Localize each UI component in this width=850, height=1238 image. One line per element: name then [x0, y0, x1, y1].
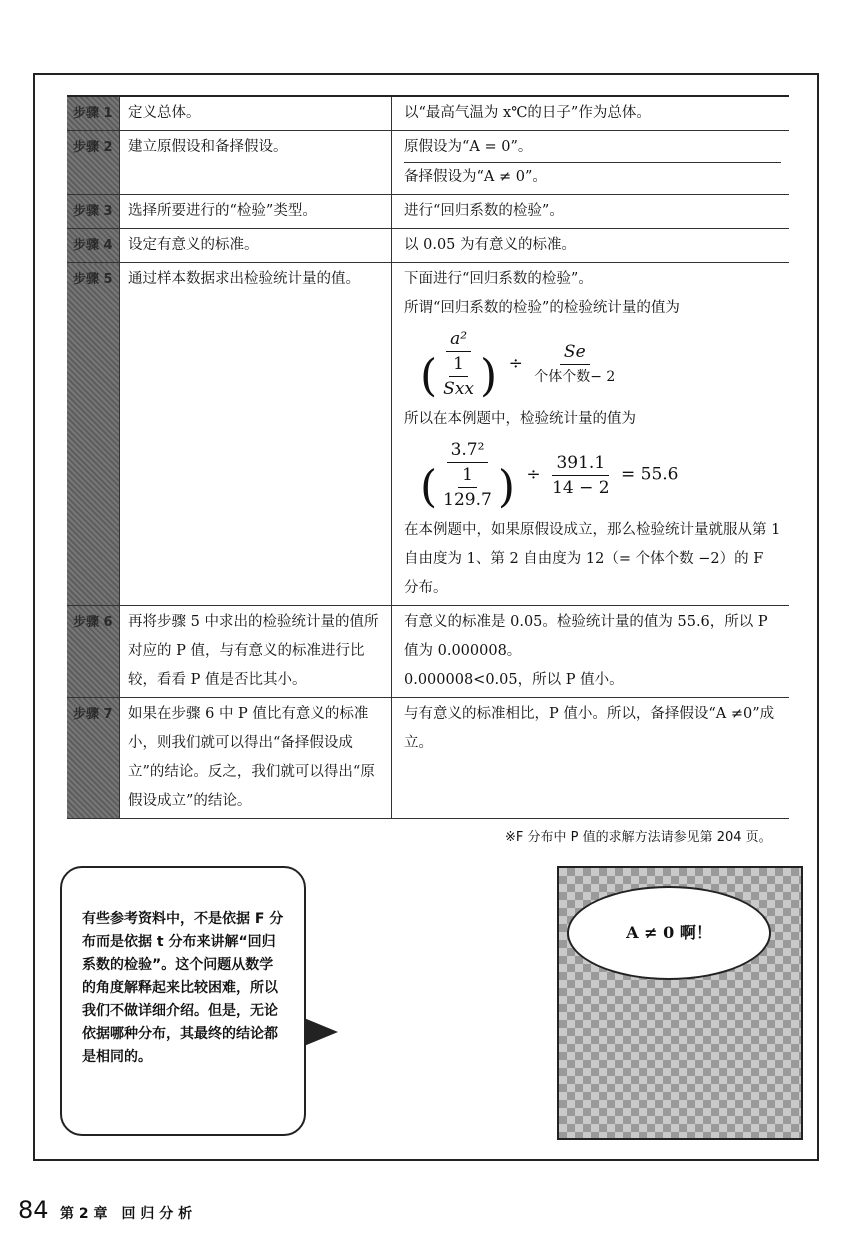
step-label: 步骤 7	[67, 698, 120, 819]
table-row	[67, 195, 789, 229]
step-detail	[392, 263, 790, 606]
table-row	[67, 96, 789, 131]
detail-line: 有意义的标准是 0.05。检验统计量的值为 55.6，所以 P 值为 0.000008。	[404, 614, 768, 659]
null-hypothesis: 原假设为“A = 0”。	[404, 133, 781, 163]
detail-line: 0.000008<0.05，所以 P 值小。	[404, 672, 624, 688]
divide-sign: ÷	[526, 464, 541, 485]
fraction: $\frac{391.1}{14 - 2}$	[552, 452, 610, 498]
step-label: 步骤 5	[67, 263, 120, 606]
formula-general	[414, 327, 781, 401]
step-label: 步骤 2	[67, 131, 120, 195]
step-description: 定义总体。	[120, 96, 392, 131]
speech-bubble	[60, 866, 306, 1136]
result: = 55.6	[620, 464, 679, 485]
step-detail: 进行“回归系数的检验”。	[404, 203, 564, 219]
step-detail: 以“最高气温为 x℃的日子”作为总体。	[404, 105, 651, 121]
step-description: 如果在步骤 6 中 P 值比有意义的标准小，则我们就可以得出“备择假设成立”的结论。反之，我们就可以得出“原假设成立”的结论。	[120, 698, 392, 819]
fraction: 3.7² ( $\frac{1}{129.7}$ )	[420, 440, 516, 513]
exclamation-bubble: A ≠ 0 啊！	[567, 886, 771, 980]
step-label: 步骤 6	[67, 606, 120, 698]
table-row	[67, 606, 789, 698]
table-row	[67, 698, 789, 819]
steps-table	[67, 95, 789, 819]
step-detail: 与有意义的标准相比，P 值小。所以，备择假设“A ≠0”成立。	[404, 706, 775, 751]
bubble-text: 有些参考资料中，不是依据 F 分布而是依据 t 分布来讲解“回归系数的检验”。这个问题从数学的角度解释起来比较困难，所以我们不做详细介绍。但是，无论依据哪种分布，其最终的结论都是相同的。	[82, 911, 284, 1065]
alt-hypothesis: 备择假设为“A ≠ 0”。	[404, 169, 547, 185]
chapter-label: 第 2 章 回 归 分 析	[60, 1206, 193, 1222]
fraction: a² ( 1 Sxx )	[420, 329, 498, 402]
step-description: 建立原假设和备择假设。	[120, 131, 392, 195]
divide-sign: ÷	[508, 353, 523, 374]
table-row	[67, 263, 789, 606]
step-description: 再将步骤 5 中求出的检验统计量的值所对应的 P 值，与有意义的标准进行比较，看看 P 值是否比其小。	[120, 606, 392, 698]
detail-line: 所以在本例题中，检验统计量的值为	[404, 411, 636, 427]
step-label: 步骤 1	[67, 96, 120, 131]
detail-line: 在本例题中，如果原假设成立，那么检验统计量就服从第 1 自由度为 1、第 2 自由度为 12（= 个体个数 −2）的 F 分布。	[404, 522, 781, 596]
step-description: 设定有意义的标准。	[120, 229, 392, 263]
bubble-tail	[304, 1018, 338, 1046]
step-description: 通过样本数据求出检验统计量的值。	[120, 263, 392, 606]
step-detail	[392, 606, 790, 698]
manga-panel	[557, 866, 803, 1140]
detail-line: 所谓“回归系数的检验”的检验统计量的值为	[404, 300, 680, 316]
step-label: 步骤 4	[67, 229, 120, 263]
page-number: 84	[18, 1196, 49, 1224]
step-description: 选择所要进行的“检验”类型。	[120, 195, 392, 229]
detail-line: 下面进行“回归系数的检验”。	[404, 271, 593, 287]
numerator: a²	[446, 327, 471, 352]
step-label: 步骤 3	[67, 195, 120, 229]
table-row	[67, 229, 789, 263]
fraction: Se 个体个数− 2	[534, 341, 616, 385]
footnote: ※F 分布中 P 值的求解方法请参见第 204 页。	[505, 830, 772, 845]
table-row	[67, 131, 789, 195]
step-detail	[392, 131, 790, 195]
formula-example	[414, 438, 781, 512]
step-detail: 以 0.05 为有意义的标准。	[404, 237, 577, 253]
